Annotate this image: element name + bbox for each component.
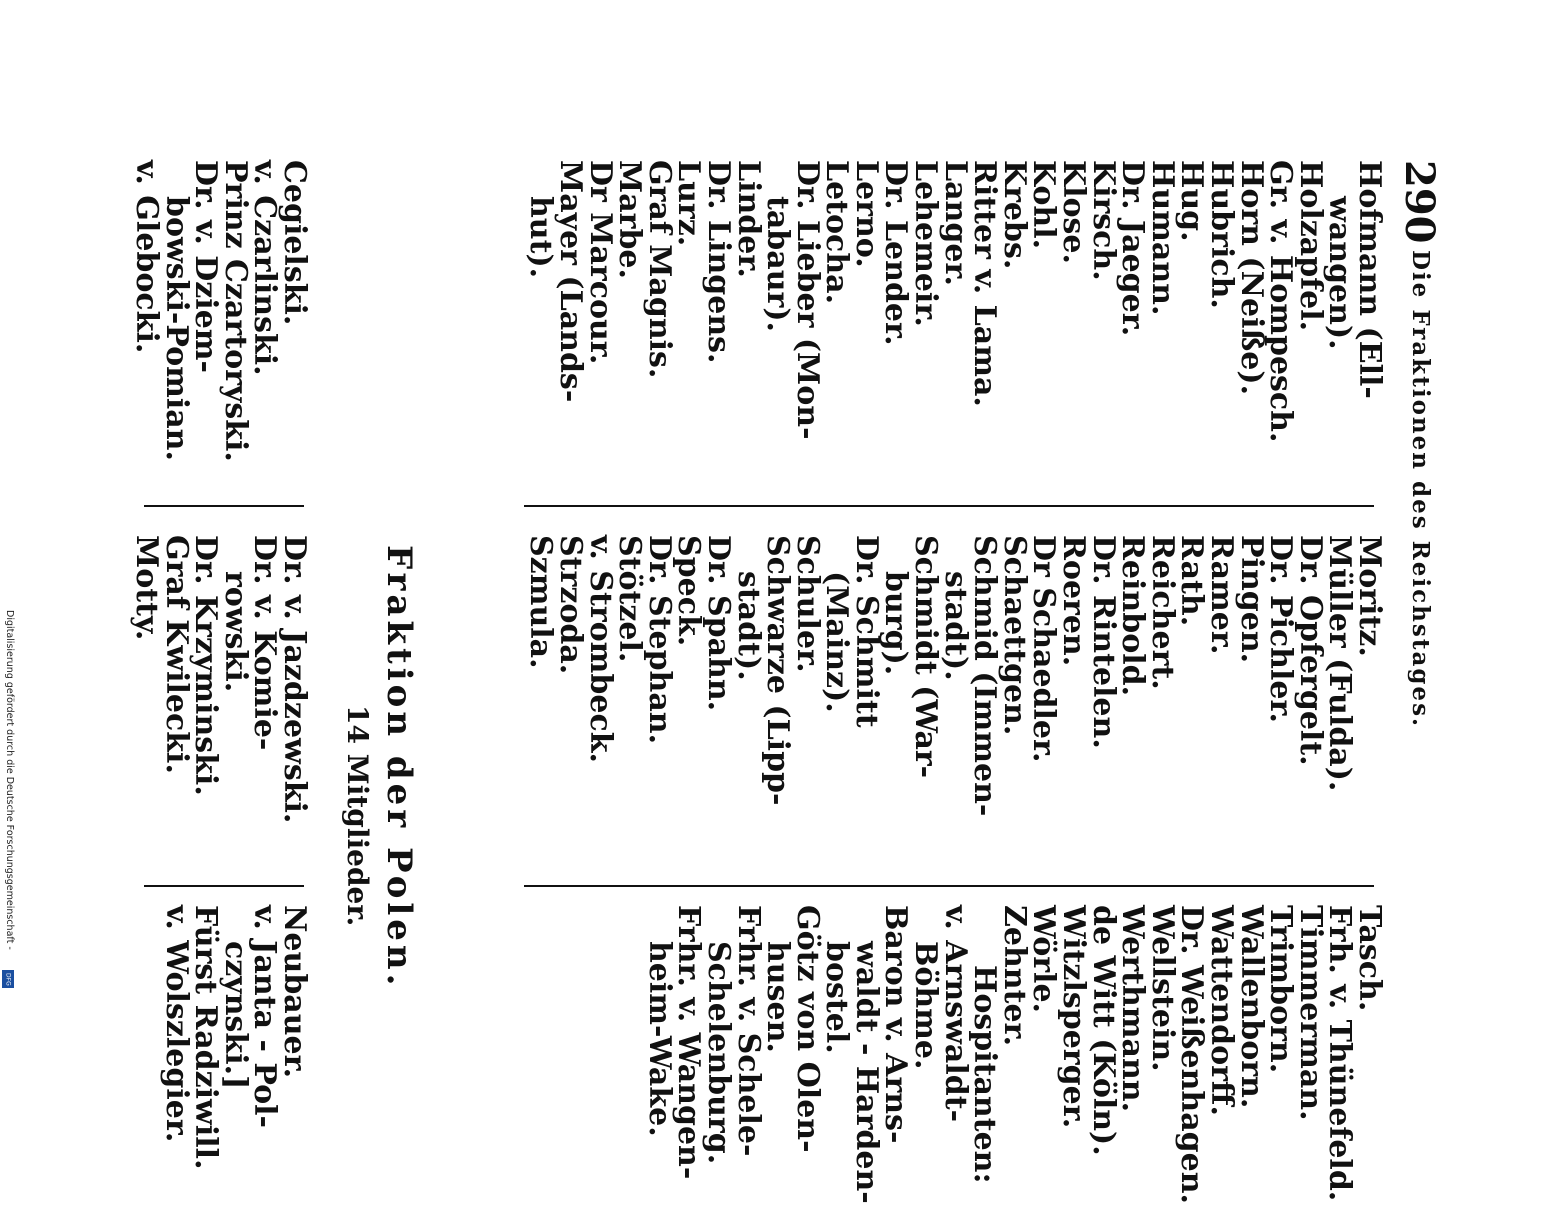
polen-member-column bbox=[129, 535, 312, 824]
member-entry bbox=[1115, 160, 1151, 470]
member-entry bbox=[1026, 160, 1062, 470]
member-name-continuation: (Mainz). bbox=[819, 571, 855, 713]
member-name: Dr. Stephan. bbox=[641, 535, 677, 745]
member-entry bbox=[158, 535, 194, 823]
member-entry bbox=[1115, 535, 1151, 825]
member-entry bbox=[937, 160, 973, 470]
member-entry bbox=[671, 535, 707, 825]
member-name: Kohl. bbox=[1026, 160, 1062, 250]
member-name: Langer. bbox=[937, 160, 973, 286]
member-name: Dr. Spahn. bbox=[700, 535, 736, 712]
member-name: Cegielski. bbox=[277, 160, 312, 326]
member-name: Hug. bbox=[1174, 160, 1210, 242]
member-entry bbox=[217, 160, 253, 462]
member-entry bbox=[1204, 905, 1240, 1215]
page-number: 290 bbox=[1396, 160, 1443, 244]
running-head: Die Fraktionen des Reichstages. bbox=[1407, 250, 1434, 729]
member-name: Frhr. v. Wangen- bbox=[671, 905, 707, 1180]
member-entry bbox=[247, 160, 283, 462]
member-name-continuation: stadt). bbox=[730, 571, 766, 681]
member-entry bbox=[1233, 160, 1269, 470]
member-entry bbox=[1085, 905, 1121, 1215]
member-entry bbox=[1263, 160, 1299, 470]
member-name-continuation: waldt - Harden- bbox=[848, 941, 884, 1204]
member-name-continuation: burg). bbox=[878, 571, 914, 676]
member-entry bbox=[700, 535, 736, 825]
column-divider bbox=[524, 885, 1374, 887]
member-name: v. Glebocki. bbox=[129, 160, 165, 354]
member-name: Wörle. bbox=[1026, 905, 1062, 1013]
member-name: Holzapfel. bbox=[1292, 160, 1328, 332]
member-name: Dr. Jaeger. bbox=[1115, 160, 1151, 337]
member-entry bbox=[1322, 905, 1358, 1215]
member-name: Kirsch. bbox=[1085, 160, 1121, 281]
member-entry bbox=[1204, 535, 1240, 825]
member-entry bbox=[819, 160, 855, 470]
member-entry bbox=[277, 535, 312, 824]
member-entry bbox=[188, 905, 224, 1170]
member-name: Dr. Schmitt bbox=[848, 535, 884, 728]
member-name-continuation: Schelenburg. bbox=[700, 941, 736, 1165]
member-entry bbox=[1056, 535, 1092, 825]
member-name: v. Wolszlegier. bbox=[158, 905, 194, 1143]
member-entry bbox=[217, 535, 283, 823]
member-entry bbox=[1026, 905, 1062, 1215]
member-entry bbox=[582, 535, 618, 825]
digitization-credit: Digitalisierung gefördert durch die Deutsche Forschungsgemeinschaft - bbox=[4, 610, 15, 950]
member-name: Graf Magnis. bbox=[641, 160, 677, 379]
member-column bbox=[523, 535, 1387, 825]
member-name: Lehemeir. bbox=[908, 160, 944, 327]
member-name-continuation: husen. bbox=[760, 941, 796, 1053]
member-name: Schmid (Immen- bbox=[967, 535, 1003, 817]
member-name: Dr. Lieber (Mon- bbox=[789, 160, 825, 440]
member-name: Linder. bbox=[730, 160, 766, 278]
member-name-continuation: stadt). bbox=[937, 571, 973, 681]
member-entry bbox=[1292, 905, 1328, 1215]
member-name: Reinbold. bbox=[1115, 535, 1151, 697]
member-entry bbox=[1292, 160, 1328, 470]
member-name: Rath. bbox=[1174, 535, 1210, 627]
member-entry bbox=[1263, 535, 1299, 825]
member-name: Marbe. bbox=[612, 160, 648, 279]
member-entry bbox=[612, 160, 648, 470]
section-subtitle-count: 14 Mitglieder. bbox=[341, 705, 374, 927]
member-entry bbox=[1292, 535, 1328, 825]
member-name: Götz von Olen- bbox=[789, 905, 825, 1153]
column-divider bbox=[144, 885, 304, 887]
member-name: Lerno. bbox=[848, 160, 884, 268]
member-entry bbox=[760, 160, 825, 470]
member-entry bbox=[188, 535, 224, 823]
member-entry bbox=[217, 905, 283, 1170]
member-name-continuation: Böhme. bbox=[908, 941, 944, 1070]
member-entry bbox=[1174, 160, 1210, 470]
member-entry bbox=[996, 905, 1032, 1215]
member-entry bbox=[1233, 535, 1269, 825]
member-entry bbox=[523, 535, 559, 825]
member-entry bbox=[1322, 160, 1387, 470]
member-entry bbox=[1056, 905, 1092, 1215]
member-entry bbox=[819, 535, 884, 825]
member-entry bbox=[996, 160, 1032, 470]
member-name: Dr. Pichler. bbox=[1263, 535, 1299, 723]
member-name: Müller (Fulda). bbox=[1322, 535, 1358, 792]
member-name: Horn (Neiße). bbox=[1233, 160, 1269, 396]
column-divider bbox=[144, 505, 304, 507]
polen-member-column bbox=[158, 905, 312, 1170]
member-name: Neubauer. bbox=[277, 905, 312, 1079]
member-name-continuation: heim-Wake. bbox=[641, 941, 677, 1137]
member-entry bbox=[878, 535, 944, 825]
member-name: v. Janta - Pol- bbox=[247, 905, 283, 1128]
member-name: Humann. bbox=[1144, 160, 1180, 316]
member-name: Frhr. v. Schele- bbox=[730, 905, 766, 1157]
member-entry bbox=[700, 905, 766, 1215]
member-name: Werthmann. bbox=[1115, 905, 1151, 1113]
member-name: Prinz Czartoryski. bbox=[217, 160, 253, 462]
member-name: Mayer (Lands- bbox=[552, 160, 588, 403]
member-name: v. Arnswaldt- bbox=[937, 905, 973, 1123]
member-name: Dr. Weißenhagen. bbox=[1174, 905, 1210, 1204]
section-title-polen: Fraktion der Polen. bbox=[379, 545, 419, 990]
member-entry bbox=[129, 160, 165, 462]
member-entry bbox=[1352, 905, 1387, 1215]
member-name: v. Czarlinski. bbox=[247, 160, 283, 376]
member-name: Ritter v. Lama. bbox=[967, 160, 1003, 407]
member-name: Ramer. bbox=[1204, 535, 1240, 655]
member-name: Stötzel. bbox=[612, 535, 648, 663]
member-name: Baron v. Arns- bbox=[878, 905, 914, 1144]
member-entry bbox=[1085, 160, 1121, 470]
member-column bbox=[523, 160, 1387, 470]
member-name: Letocha. bbox=[819, 160, 855, 305]
member-name: Wallenborn. bbox=[1233, 905, 1269, 1109]
member-name: Fürst Radziwill. bbox=[188, 905, 224, 1170]
member-entry bbox=[641, 160, 677, 470]
member-entry bbox=[1322, 535, 1358, 825]
member-name: Dr Schaedler. bbox=[1026, 535, 1062, 763]
member-column bbox=[641, 905, 1387, 1215]
member-name-continuation: rowski. bbox=[217, 571, 253, 693]
member-name: Hofmann (Ell- bbox=[1352, 160, 1387, 399]
member-entry bbox=[819, 905, 855, 1215]
member-name: Timmerman. bbox=[1292, 905, 1328, 1121]
member-entry bbox=[1115, 905, 1151, 1215]
member-name: Roeren. bbox=[1056, 535, 1092, 667]
member-name: Graf Kwilecki. bbox=[158, 535, 194, 774]
member-entry bbox=[937, 535, 1003, 825]
member-name: Krebs. bbox=[996, 160, 1032, 270]
member-name: Schmidt (War- bbox=[908, 535, 944, 779]
member-entry bbox=[612, 535, 648, 825]
member-entry bbox=[1056, 160, 1092, 470]
section-heading-hospitanten: Hospitanten: bbox=[967, 965, 1003, 1184]
member-entry bbox=[158, 905, 194, 1170]
member-name: Dr. Lingens. bbox=[700, 160, 736, 364]
member-entry bbox=[523, 160, 588, 470]
member-name: de Witt (Köln). bbox=[1085, 905, 1121, 1156]
member-name: Moritz. bbox=[1352, 535, 1387, 657]
member-name-continuation: bostel. bbox=[819, 941, 855, 1054]
member-entry bbox=[1352, 535, 1387, 825]
member-entry bbox=[908, 905, 973, 1215]
member-name-continuation: czynski.] bbox=[217, 941, 253, 1090]
member-name: Dr. v. Dziem- bbox=[188, 160, 224, 373]
member-entry bbox=[1026, 535, 1062, 825]
member-entry bbox=[1204, 160, 1240, 470]
polen-member-column bbox=[129, 160, 312, 462]
member-name-continuation: wangen). bbox=[1322, 196, 1358, 350]
member-name: Schuler. bbox=[789, 535, 825, 673]
member-entry bbox=[848, 905, 914, 1215]
member-entry bbox=[1263, 905, 1299, 1215]
member-entry bbox=[760, 905, 825, 1215]
member-name: Trimborn. bbox=[1263, 905, 1299, 1074]
member-entry bbox=[582, 160, 618, 470]
member-name-continuation: tabaur). bbox=[760, 196, 796, 332]
member-entry bbox=[967, 160, 1003, 470]
member-name: Dr. Krzyminski. bbox=[188, 535, 224, 796]
member-entry bbox=[1144, 535, 1180, 825]
member-entry bbox=[878, 160, 914, 470]
member-entry bbox=[671, 160, 707, 470]
member-name: Lurz. bbox=[671, 160, 707, 247]
member-name: Frh. v. Thünefeld. bbox=[1322, 905, 1358, 1202]
member-name: Wattendorff. bbox=[1204, 905, 1240, 1116]
member-name: Witzlsperger. bbox=[1056, 905, 1092, 1129]
member-name: Schaettgen. bbox=[996, 535, 1032, 736]
member-entry bbox=[908, 160, 944, 470]
member-name: Pingen. bbox=[1233, 535, 1269, 664]
member-name: Gr. v. Hompesch. bbox=[1263, 160, 1299, 443]
member-name: Speck. bbox=[671, 535, 707, 647]
member-name: Reichert. bbox=[1144, 535, 1180, 690]
member-entry bbox=[1174, 905, 1210, 1215]
member-name-continuation: hut). bbox=[523, 196, 559, 279]
member-entry bbox=[129, 535, 165, 823]
member-entry bbox=[789, 535, 825, 825]
member-entry bbox=[1174, 535, 1210, 825]
member-name: Szmula. bbox=[523, 535, 559, 669]
column-divider bbox=[524, 505, 1374, 507]
member-name: Dr Marcour. bbox=[582, 160, 618, 365]
member-name: Schwarze (Lipp- bbox=[760, 535, 796, 806]
member-entry bbox=[552, 535, 588, 825]
member-name: Motty. bbox=[129, 535, 165, 641]
member-entry bbox=[641, 905, 707, 1215]
member-name: Zehnter. bbox=[996, 905, 1032, 1047]
member-name: Strzoda. bbox=[552, 535, 588, 675]
member-name: Wellstein. bbox=[1144, 905, 1180, 1072]
member-entry bbox=[1085, 535, 1121, 825]
member-entry bbox=[158, 160, 224, 462]
member-name: Klose. bbox=[1056, 160, 1092, 264]
member-name: Tasch. bbox=[1352, 905, 1387, 1012]
member-entry bbox=[277, 905, 312, 1170]
member-name: Dr. v. Komie- bbox=[247, 535, 283, 751]
member-entry bbox=[730, 535, 796, 825]
member-entry bbox=[277, 160, 312, 462]
member-name-continuation: bowski-Pomian. bbox=[158, 196, 194, 461]
member-entry bbox=[1144, 905, 1180, 1215]
member-entry bbox=[730, 160, 766, 470]
member-entry bbox=[1144, 160, 1180, 470]
member-entry bbox=[848, 160, 884, 470]
member-name: Dr. v. Jazdzewski. bbox=[277, 535, 312, 824]
member-name: Dr. Lender. bbox=[878, 160, 914, 346]
member-name: v. Strombeck. bbox=[582, 535, 618, 763]
member-name: Hubrich. bbox=[1204, 160, 1240, 309]
member-entry bbox=[996, 535, 1032, 825]
member-name: Dr. Rintelen. bbox=[1085, 535, 1121, 749]
member-name: Dr. Opfergelt. bbox=[1292, 535, 1328, 766]
member-entry bbox=[641, 535, 677, 825]
member-entry bbox=[700, 160, 736, 470]
dfg-logo-icon: DFG bbox=[2, 970, 14, 988]
member-entry bbox=[1233, 905, 1269, 1215]
